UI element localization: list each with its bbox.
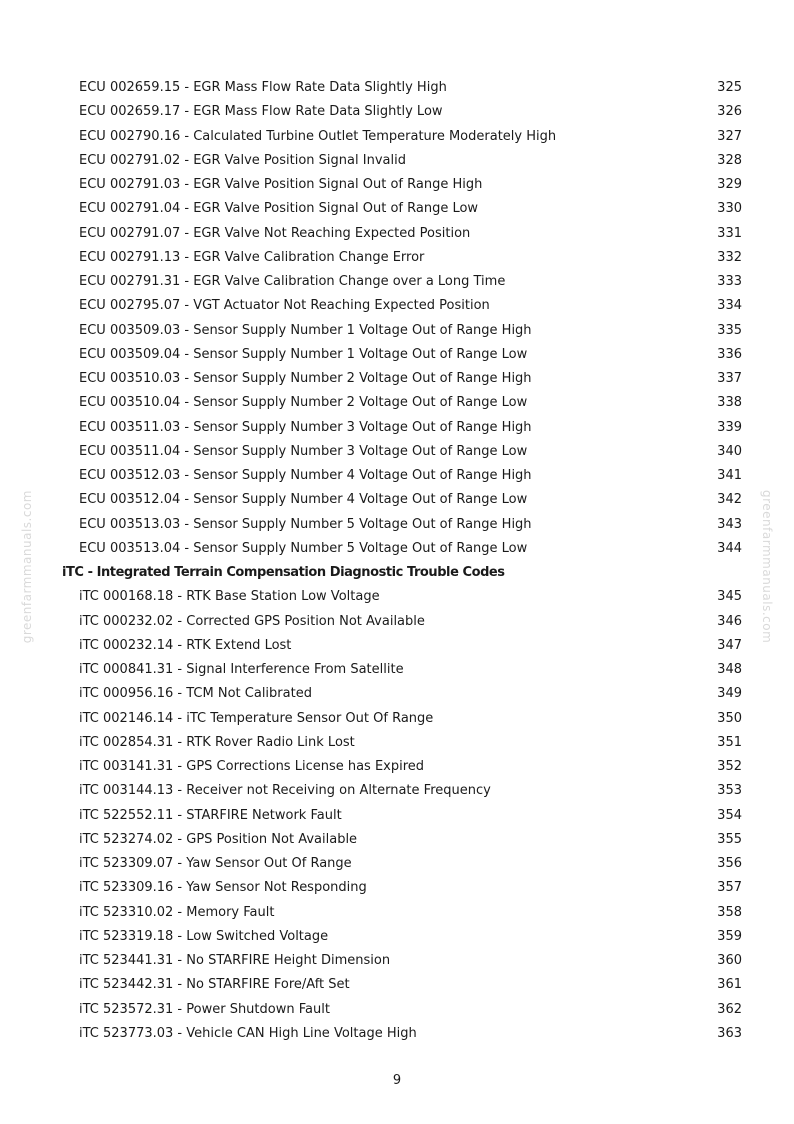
entry-page-number: 354 (717, 807, 742, 823)
entry-page-number: 344 (717, 540, 742, 556)
toc-entry[interactable] (0, 925, 794, 949)
toc-entry[interactable] (0, 173, 794, 197)
entry-page-number: 340 (717, 443, 742, 459)
entry-page-number: 342 (717, 492, 742, 508)
toc-entry[interactable] (0, 755, 794, 779)
entry-title: ECU 002791.13 - EGR Valve Calibration Change Error (79, 249, 425, 265)
entry-page-number: 332 (717, 249, 742, 265)
entry-title: ECU 003510.04 - Sensor Supply Number 2 Voltage Out of Range Low (79, 395, 528, 411)
entry-page-number: 360 (717, 953, 742, 968)
entry-title: iTC 000956.16 - TCM Not Calibrated (79, 686, 312, 702)
section-title: iTC - Integrated Terrain Compensation Diagnostic Trouble Codes (62, 565, 505, 580)
toc-entry[interactable] (0, 779, 794, 803)
toc-entry[interactable] (0, 973, 794, 997)
entry-title: ECU 003512.03 - Sensor Supply Number 4 Voltage Out of Range High (79, 468, 532, 483)
entry-title: ECU 002791.04 - EGR Valve Position Signal Out of Range Low (79, 201, 479, 217)
entry-page-number: 346 (717, 613, 742, 629)
toc-entry[interactable] (0, 270, 794, 294)
entry-page-number: 339 (717, 419, 742, 435)
entry-page-number: 361 (717, 977, 742, 993)
entry-title: ECU 002791.07 - EGR Valve Not Reaching Expected Position (79, 225, 471, 241)
toc-entry[interactable] (0, 610, 794, 634)
entry-title: ECU 002795.07 - VGT Actuator Not Reaching Expected Position (79, 298, 490, 314)
entry-page-number: 347 (717, 637, 742, 653)
toc-entry[interactable] (0, 731, 794, 755)
toc-entry[interactable] (0, 707, 794, 731)
entry-page-number: 335 (717, 322, 742, 338)
toc-entry[interactable] (0, 1022, 794, 1046)
entry-title: iTC 523319.18 - Low Switched Voltage (79, 928, 329, 944)
entry-title: ECU 003513.03 - Sensor Supply Number 5 Voltage Out of Range High (79, 516, 532, 532)
toc-entry[interactable] (0, 76, 794, 100)
entry-page-number: 338 (717, 395, 742, 411)
toc-entry[interactable] (0, 343, 794, 367)
entry-page-number: 334 (717, 298, 742, 314)
toc-entry[interactable] (0, 440, 794, 464)
entry-page-number: 351 (717, 734, 742, 750)
entry-page-number: 329 (717, 177, 742, 192)
entry-title: iTC 523773.03 - Vehicle CAN High Line Voltage High (79, 1025, 417, 1041)
entry-title: iTC 523310.02 - Memory Fault (79, 904, 275, 920)
toc-entry[interactable] (0, 294, 794, 318)
toc-entry[interactable] (0, 876, 794, 900)
entry-title: ECU 002791.31 - EGR Valve Calibration Change over a Long Time (79, 274, 506, 289)
entry-title: ECU 002659.15 - EGR Mass Flow Rate Data Slightly High (79, 80, 447, 95)
entry-title: iTC 523441.31 - No STARFIRE Height Dimension (79, 953, 391, 968)
entry-page-number: 362 (717, 1001, 742, 1017)
toc-entry[interactable] (0, 949, 794, 973)
entry-title: ECU 003511.03 - Sensor Supply Number 3 Voltage Out of Range High (79, 419, 532, 435)
entry-title: iTC 523309.07 - Yaw Sensor Out Of Range (79, 856, 352, 871)
toc-entry[interactable] (0, 585, 794, 609)
entry-page-number: 350 (717, 710, 742, 726)
entry-page-number: 328 (717, 152, 742, 168)
entry-page-number: 358 (717, 904, 742, 920)
entry-title: ECU 003509.04 - Sensor Supply Number 1 Voltage Out of Range Low (79, 346, 528, 362)
entry-title: ECU 003510.03 - Sensor Supply Number 2 Voltage Out of Range High (79, 371, 532, 386)
toc-entry[interactable] (0, 828, 794, 852)
toc-entry[interactable] (0, 537, 794, 561)
entry-title: ECU 002791.02 - EGR Valve Position Signal Invalid (79, 152, 406, 168)
toc-entry[interactable] (0, 125, 794, 149)
entry-page-number: 363 (717, 1025, 742, 1041)
table-of-contents (0, 76, 794, 1046)
entry-title: iTC 523442.31 - No STARFIRE Fore/Aft Set (79, 977, 350, 993)
entry-page-number: 348 (717, 662, 742, 677)
toc-entry[interactable] (0, 149, 794, 173)
entry-page-number: 357 (717, 880, 742, 896)
entry-page-number: 341 (717, 468, 742, 483)
toc-entry[interactable] (0, 391, 794, 415)
toc-entry[interactable] (0, 998, 794, 1022)
entry-page-number: 359 (717, 928, 742, 944)
entry-page-number: 352 (717, 759, 742, 774)
page-number: 9 (392, 1073, 402, 1088)
entry-title: iTC 523572.31 - Power Shutdown Fault (79, 1001, 330, 1017)
toc-entry[interactable] (0, 319, 794, 343)
entry-page-number: 333 (717, 274, 742, 289)
entry-title: iTC 522552.11 - STARFIRE Network Fault (79, 807, 342, 823)
entry-page-number: 336 (717, 346, 742, 362)
toc-section-heading (0, 561, 794, 585)
entry-page-number: 345 (717, 589, 742, 605)
entry-title: ECU 003512.04 - Sensor Supply Number 4 Voltage Out of Range Low (79, 492, 528, 508)
toc-entry[interactable] (0, 416, 794, 440)
toc-entry[interactable] (0, 246, 794, 270)
toc-entry[interactable] (0, 852, 794, 876)
entry-title: ECU 002659.17 - EGR Mass Flow Rate Data Slightly Low (79, 104, 443, 120)
entry-title: ECU 002790.16 - Calculated Turbine Outlet Temperature Moderately High (79, 128, 557, 144)
entry-title: iTC 000841.31 - Signal Interference From Satellite (79, 662, 404, 677)
entry-title: iTC 002854.31 - RTK Rover Radio Link Lost (79, 734, 355, 750)
toc-entry[interactable] (0, 901, 794, 925)
toc-entry[interactable] (0, 513, 794, 537)
watermark-left: greenfarmmanuals.com (20, 490, 34, 644)
toc-entry[interactable] (0, 682, 794, 706)
toc-entry[interactable] (0, 197, 794, 221)
entry-page-number: 355 (717, 831, 742, 847)
entry-title: iTC 000232.14 - RTK Extend Lost (79, 637, 292, 653)
toc-entry[interactable] (0, 464, 794, 488)
entry-title: iTC 000168.18 - RTK Base Station Low Voltage (79, 589, 380, 605)
toc-entry[interactable] (0, 658, 794, 682)
entry-page-number: 330 (717, 201, 742, 217)
entry-page-number: 337 (717, 371, 742, 386)
entry-title: ECU 003513.04 - Sensor Supply Number 5 Voltage Out of Range Low (79, 540, 528, 556)
entry-page-number: 326 (717, 104, 742, 120)
watermark-right: greenfarmmanuals.com (760, 490, 774, 644)
entry-title: ECU 003509.03 - Sensor Supply Number 1 Voltage Out of Range High (79, 322, 532, 338)
toc-entry[interactable] (0, 367, 794, 391)
entry-title: iTC 523274.02 - GPS Position Not Available (79, 831, 358, 847)
toc-entry[interactable] (0, 100, 794, 124)
entry-page-number: 343 (717, 516, 742, 532)
toc-entry[interactable] (0, 804, 794, 828)
entry-page-number: 325 (717, 80, 742, 95)
entry-title: iTC 000232.02 - Corrected GPS Position Not Available (79, 613, 425, 629)
toc-entry[interactable] (0, 634, 794, 658)
entry-title: ECU 002791.03 - EGR Valve Position Signal Out of Range High (79, 177, 483, 192)
toc-entry[interactable] (0, 488, 794, 512)
entry-page-number: 349 (717, 686, 742, 702)
entry-title: iTC 523309.16 - Yaw Sensor Not Responding (79, 880, 367, 896)
entry-page-number: 356 (717, 856, 742, 871)
entry-title: iTC 002146.14 - iTC Temperature Sensor Out Of Range (79, 710, 434, 726)
entry-page-number: 331 (717, 225, 742, 241)
entry-title: ECU 003511.04 - Sensor Supply Number 3 Voltage Out of Range Low (79, 443, 528, 459)
toc-entry[interactable] (0, 222, 794, 246)
entry-title: iTC 003141.31 - GPS Corrections License has Expired (79, 759, 425, 774)
entry-title: iTC 003144.13 - Receiver not Receiving on Alternate Frequency (79, 783, 491, 799)
entry-page-number: 327 (717, 128, 742, 144)
entry-page-number: 353 (717, 783, 742, 799)
